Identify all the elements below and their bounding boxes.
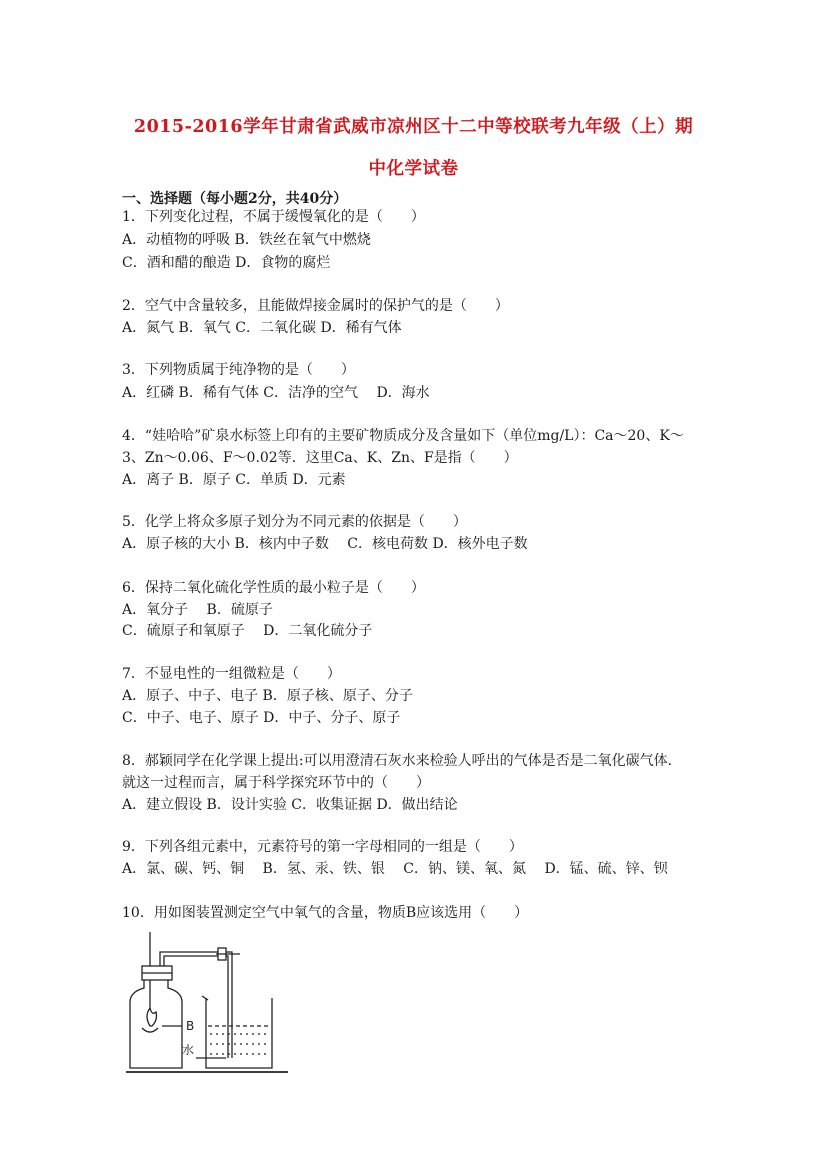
question-8-options: A．建立假设 B．设计实验 C．收集证据 D．做出结论	[122, 797, 458, 813]
question-2-stem: 2．空气中含量较多，且能做焊接金属时的保护气的是（ ）	[122, 298, 509, 314]
question-6-options-cd: C．硫原子和氧原子 D．二氧化硫分子	[122, 623, 373, 639]
section-heading: 一、选择题（每小题2分，共40分）	[122, 191, 348, 207]
question-4-options: A．离子 B．原子 C．单质 D．元素	[122, 472, 346, 488]
question-1-options-ab: A．动植物的呼吸 B．铁丝在氧气中燃烧	[122, 232, 371, 248]
question-10-stem: 10．用如图装置测定空气中氧气的含量，物质B应该选用（ ）	[122, 905, 529, 921]
question-8-stem-line1: 8．郝颖同学在化学课上提出:可以用澄清石灰水来检验人呼出的气体是否是二氧化碳气体．	[122, 753, 682, 769]
question-9-options: A．氯、碳、钙、铜 B．氢、汞、铁、银 C．钠、镁、氧、氮 D．锰、硫、锌、钡	[122, 861, 668, 877]
question-5-options: A．原子核的大小 B．核内中子数 C．核电荷数 D．核外电子数	[122, 536, 528, 552]
document-title-line2: 中化学试卷	[368, 159, 459, 179]
question-4-stem-line1: 4．“娃哈哈”矿泉水标签上印有的主要矿物质成分及含量如下（单位mg/L）：Ca～20、K～	[122, 428, 684, 444]
label-water: 水	[182, 1043, 195, 1057]
question-7-options-cd: C．中子、电子、原子 D．中子、分子、原子	[122, 710, 401, 726]
question-3-stem: 3．下列物质属于纯净物的是（ ）	[122, 362, 355, 378]
label-b: B	[186, 1019, 195, 1033]
question-5-stem: 5．化学上将众多原子划分为不同元素的依据是（ ）	[122, 514, 467, 530]
question-1-stem: 1．下列变化过程，不属于缓慢氧化的是（ ）	[122, 209, 425, 225]
question-2-options: A．氮气 B．氧气 C．二氧化碳 D．稀有气体	[122, 320, 402, 336]
question-9-stem: 9．下列各组元素中，元素符号的第一字母相同的一组是（ ）	[122, 839, 523, 855]
question-1-options-cd: C．酒和醋的酿造 D．食物的腐烂	[122, 255, 331, 271]
question-6-stem: 6．保持二氧化硫化学性质的最小粒子是（ ）	[122, 580, 425, 596]
document-title-line1: 2015-2016学年甘肃省武威市凉州区十二中等校联考九年级（上）期	[133, 117, 694, 137]
question-6-options-ab: A．氧分子 B．硫原子	[122, 602, 273, 618]
question-4-stem-line2: 3、Zn～0.06、F～0.02等．这里Ca、K、Zn、F是指（ ）	[122, 450, 518, 466]
question-7-options-ab: A．原子、中子、电子 B．原子核、原子、分子	[122, 688, 413, 704]
oxygen-experiment-diagram	[122, 930, 292, 1079]
question-8-stem-line2: 就这一过程而言，属于科学探究环节中的（ ）	[122, 775, 430, 791]
question-7-stem: 7．不显电性的一组微粒是（ ）	[122, 666, 341, 682]
question-3-options: A．红磷 B．稀有气体 C．洁净的空气 D．海水	[122, 385, 430, 401]
